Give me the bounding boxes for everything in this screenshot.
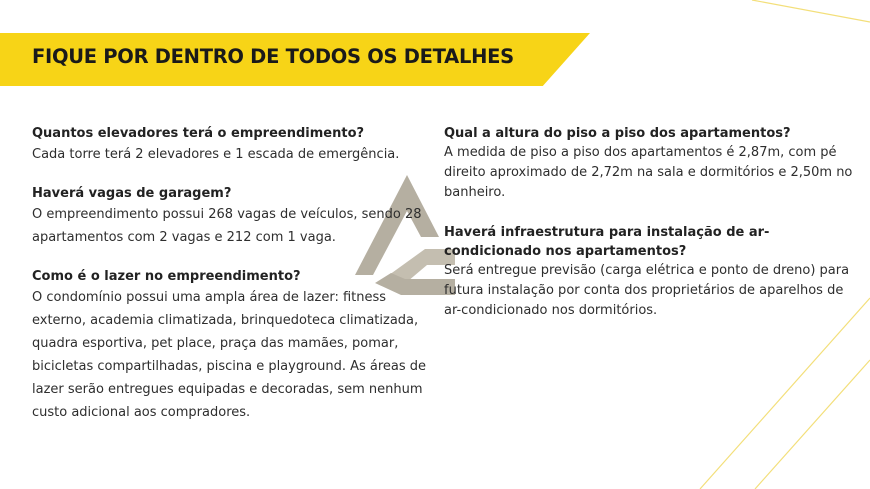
faq-answer: O condomínio possui uma ampla área de lazer: fitness externo, academia climatizada, brinquedoteca climatizada, quadra esportiva, pet place, praça das mamães, pomar, bicicletas compartilhadas, piscina e playground. As áreas de lazer serão entregues equipadas e decoradas, sem nenhum custo adicional aos compradores.: [32, 290, 427, 420]
faq-answer: A medida de piso a piso dos apartamentos é 2,87m, com pé direito aproximado de 2,72m na sala e dormitórios e 2,50m no banheiro.: [444, 145, 853, 200]
faq-question: Como é o lazer no empreendimento?: [32, 269, 301, 284]
faq-column-left: [32, 124, 432, 424]
faq-answer: O empreendimento possui 268 vagas de veículos, sendo 28 apartamentos com 2 vagas e 212 com 1 vaga.: [32, 207, 422, 245]
faq-answer: Será entregue previsão (carga elétrica e ponto de dreno) para futura instalação por conta dos proprietários de aparelhos de ar-condicionado nos dormitórios.: [444, 263, 850, 318]
faq-item: [32, 267, 432, 424]
faq-column-right: [444, 124, 854, 321]
faq-question: Qual a altura do piso a piso dos apartamentos?: [444, 126, 791, 141]
faq-question: Quantos elevadores terá o empreendimento?: [32, 126, 365, 141]
faq-item: [444, 223, 854, 321]
faq-item: [444, 124, 854, 203]
faq-item: [32, 184, 432, 249]
faq-question: Haverá infraestrutura para instalação de ar-condicionado nos apartamentos?: [444, 225, 770, 259]
page-title: FIQUE POR DENTRO DE TODOS OS DETALHES: [32, 45, 514, 68]
faq-item: [32, 124, 432, 166]
faq-answer: Cada torre terá 2 elevadores e 1 escada de emergência.: [32, 147, 400, 162]
faq-question: Haverá vagas de garagem?: [32, 186, 232, 201]
